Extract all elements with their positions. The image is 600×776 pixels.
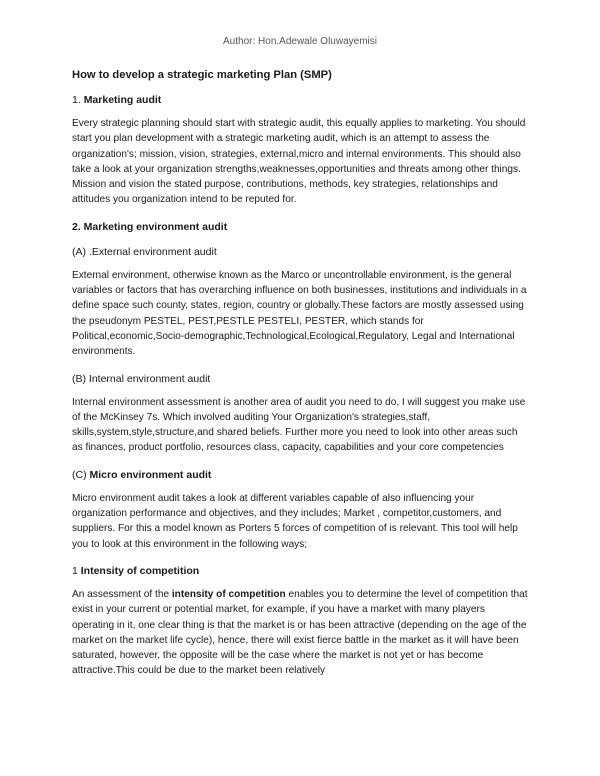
section-1-title: Marketing audit (83, 94, 162, 106)
subsection-1-paragraph (72, 587, 528, 679)
section-1-paragraph: Every strategic planning should start with strategic audit, this equally applies to marketing. You should start you plan development with a strategic marketing audit, which is an attempt to assess the organization's; mission, vision, strategies, external,micro and internal environments. This should also take a look at your organization strengths,weaknesses,opportunities and threats among other things. Mission and vision the stated purpose, contributions, methods, key strategies, relationships and attitudes you organization intend to be reputed for. (72, 118, 526, 206)
section-2c-paragraph: Micro environment audit takes a look at different variables capable of also influencing your organization performance and objectives, and they includes; Market , competitor,customers, and suppliers. For this a model known as Porters 5 forces of competition of is relevant. This tool will help you to look at this environment in the following ways; (72, 492, 518, 550)
subsection-1-text-end: enables you to determine the level of competition that exist in your current or potential market, for example, if you have a market with many players operating in it, one clear thing is that the market is or has been attractive (depending on the age of the market on the market life cycle), hence, there will exist fierce battle in the market as it will have been saturated, however, the opposite will be the case where the market is not yet or has become attractive.This could be due to the market been relatively (72, 588, 528, 677)
subsection-1-heading (72, 565, 528, 577)
subsection-1-text-start: An assessment of the (72, 588, 172, 600)
subsection-1-number: 1 (72, 564, 78, 577)
section-1-number: 1. (72, 94, 81, 106)
section-2c-title: Micro environment audit (89, 468, 212, 481)
section-2b-heading: (B) Internal environment audit (72, 372, 211, 385)
subsection-1-title: Intensity of competition (80, 564, 200, 577)
section-2b-paragraph: Internal environment assessment is another area of audit you need to do, I will suggest you make use of the McKinsey 7s. Which involved auditing Your Organization's strategies,staff, skills,system,style,structure,and shared beliefs. Further more you need to look into other areas such as finances, product portfolio, resources class, capacity, capabilities and your core competencies (72, 396, 526, 454)
section-2c-prefix: (C) (72, 468, 87, 481)
section-2-heading (72, 221, 528, 233)
subsection-1-text-bold: intensity of competition (171, 588, 286, 600)
section-2a-heading: (A) .External environment audit (72, 245, 217, 258)
author-header: Author: Hon.Adewale Oluwayemisi (223, 36, 377, 47)
document-title: How to develop a strategic marketing Plan (SMP) (72, 69, 332, 81)
section-2c-heading (72, 469, 528, 481)
section-2-title: 2. Marketing environment audit (72, 220, 228, 233)
section-1-heading (72, 94, 528, 106)
section-2a-paragraph: External environment, otherwise known as the Marco or uncontrollable environment, is the general variables or factors that has overarching influence on both businesses, institutions and individuals in a define space such county, states, region, country or globally.These factors are mostly assessed using the pseudonym PESTEL, PEST,PESTLE PESTELI, PESTER, which stands for Political,economic,Socio-demographic,Technological,Ecological,Regulatory, Legal and International environments. (72, 269, 527, 358)
